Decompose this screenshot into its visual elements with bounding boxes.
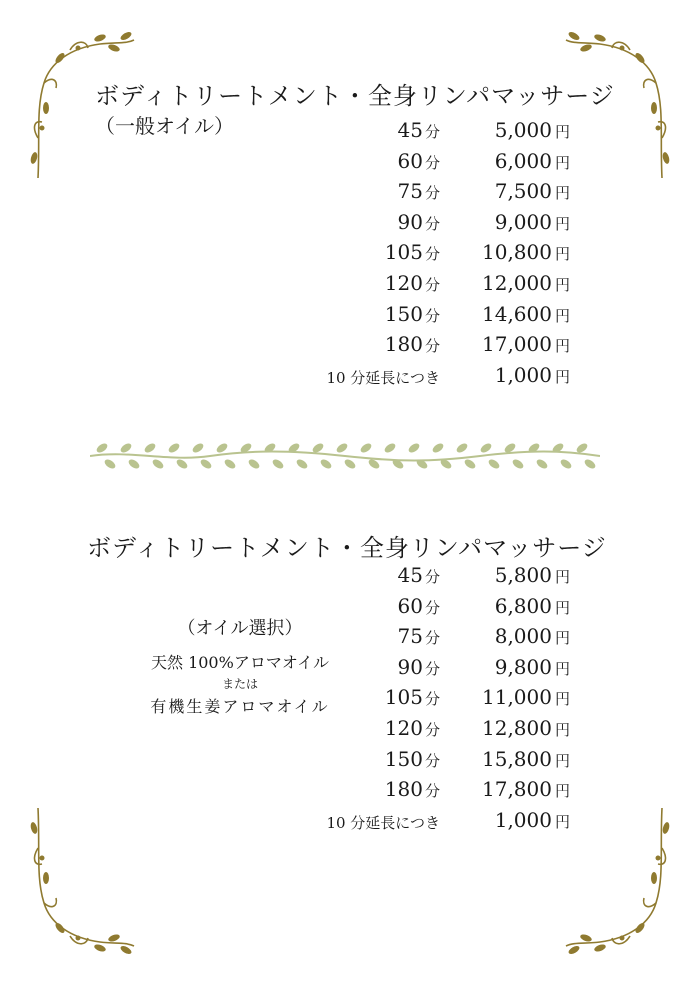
yen-unit: 円 bbox=[554, 337, 570, 356]
price-value: 17,000 bbox=[482, 332, 552, 357]
yen-unit: 円 bbox=[554, 812, 570, 831]
yen-unit: 円 bbox=[554, 751, 570, 770]
yen-unit: 円 bbox=[554, 598, 570, 617]
oil-option-1: 天然 100%アロマオイル bbox=[150, 653, 330, 672]
duration-value: 120 bbox=[384, 715, 423, 740]
price-value: 11,000 bbox=[482, 685, 552, 710]
price-value: 14,600 bbox=[482, 301, 552, 326]
extension-label: 10 分延長につき bbox=[326, 368, 440, 387]
price-value: 6,000 bbox=[494, 148, 552, 173]
minutes-unit: 分 bbox=[424, 184, 440, 203]
price-value: 7,500 bbox=[494, 179, 552, 204]
duration-value: 60 bbox=[397, 593, 423, 618]
extension-row bbox=[300, 363, 570, 394]
price-value: 9,800 bbox=[494, 654, 552, 679]
yen-unit: 円 bbox=[554, 659, 570, 678]
duration-value: 60 bbox=[397, 148, 423, 173]
yen-unit: 円 bbox=[554, 184, 570, 203]
price-row bbox=[300, 655, 570, 686]
yen-unit: 円 bbox=[554, 782, 570, 801]
duration-value: 180 bbox=[384, 777, 423, 802]
minutes-unit: 分 bbox=[424, 337, 440, 356]
price-row bbox=[300, 271, 570, 302]
yen-unit: 円 bbox=[554, 629, 570, 648]
oil-choice-heading: （オイル選択） bbox=[177, 618, 303, 639]
duration-value: 150 bbox=[384, 746, 423, 771]
minutes-unit: 分 bbox=[424, 245, 440, 264]
duration-value: 90 bbox=[397, 209, 423, 234]
corner-ornament-bottom-right bbox=[560, 798, 670, 958]
minutes-unit: 分 bbox=[424, 690, 440, 709]
oil-option-2: 有機生姜アロマオイル bbox=[150, 697, 330, 716]
yen-unit: 円 bbox=[554, 153, 570, 172]
price-row bbox=[300, 624, 570, 655]
vine-divider bbox=[90, 436, 600, 476]
price-value: 15,800 bbox=[482, 746, 552, 771]
minutes-unit: 分 bbox=[424, 275, 440, 294]
yen-unit: 円 bbox=[554, 367, 570, 386]
price-value: 8,000 bbox=[494, 624, 552, 649]
duration-value: 75 bbox=[397, 624, 423, 649]
price-row bbox=[300, 210, 570, 241]
yen-unit: 円 bbox=[554, 275, 570, 294]
minutes-unit: 分 bbox=[424, 123, 440, 141]
minutes-unit: 分 bbox=[424, 214, 440, 233]
price-row bbox=[300, 594, 570, 625]
price-value: 6,800 bbox=[494, 593, 552, 618]
yen-unit: 円 bbox=[554, 306, 570, 325]
price-row bbox=[300, 240, 570, 271]
price-row bbox=[300, 149, 570, 180]
extension-price: 1,000 bbox=[494, 807, 552, 832]
minutes-unit: 分 bbox=[424, 629, 440, 648]
minutes-unit: 分 bbox=[424, 720, 440, 739]
duration-value: 150 bbox=[384, 301, 423, 326]
minutes-unit: 分 bbox=[424, 306, 440, 325]
yen-unit: 円 bbox=[554, 568, 570, 586]
minutes-unit: 分 bbox=[424, 568, 440, 586]
minutes-unit: 分 bbox=[424, 659, 440, 678]
extension-row bbox=[300, 808, 570, 839]
section1-price-table bbox=[300, 118, 570, 393]
price-value: 12,000 bbox=[482, 270, 552, 295]
duration-value: 180 bbox=[384, 332, 423, 357]
section2-price-table bbox=[300, 563, 570, 838]
yen-unit: 円 bbox=[554, 720, 570, 739]
price-row bbox=[300, 716, 570, 747]
price-value: 17,800 bbox=[482, 777, 552, 802]
yen-unit: 円 bbox=[554, 123, 570, 141]
yen-unit: 円 bbox=[554, 245, 570, 264]
section2-title: ボディトリートメント・全身リンパマッサージ bbox=[87, 534, 607, 562]
price-row bbox=[300, 563, 570, 594]
duration-value: 45 bbox=[397, 118, 423, 142]
yen-unit: 円 bbox=[554, 214, 570, 233]
duration-value: 120 bbox=[384, 270, 423, 295]
oil-option-or: または bbox=[221, 677, 258, 691]
price-value: 5,000 bbox=[494, 118, 552, 142]
price-value: 9,000 bbox=[494, 209, 552, 234]
price-row bbox=[300, 332, 570, 363]
extension-label: 10 分延長につき bbox=[326, 813, 440, 832]
yen-unit: 円 bbox=[554, 690, 570, 709]
extension-price: 1,000 bbox=[494, 362, 552, 387]
price-value: 5,800 bbox=[494, 563, 552, 587]
section1-title: ボディトリートメント・全身リンパマッサージ bbox=[95, 82, 615, 110]
price-row bbox=[300, 777, 570, 808]
price-row bbox=[300, 685, 570, 716]
section1-subtitle: （一般オイル） bbox=[95, 114, 234, 138]
price-row bbox=[300, 302, 570, 333]
duration-value: 105 bbox=[384, 240, 423, 265]
duration-value: 75 bbox=[397, 179, 423, 204]
minutes-unit: 分 bbox=[424, 751, 440, 770]
price-row bbox=[300, 747, 570, 778]
price-row bbox=[300, 118, 570, 149]
minutes-unit: 分 bbox=[424, 598, 440, 617]
minutes-unit: 分 bbox=[424, 153, 440, 172]
duration-value: 90 bbox=[397, 654, 423, 679]
duration-value: 105 bbox=[384, 685, 423, 710]
minutes-unit: 分 bbox=[424, 782, 440, 801]
price-value: 10,800 bbox=[482, 240, 552, 265]
corner-ornament-bottom-left bbox=[30, 798, 140, 958]
duration-value: 45 bbox=[397, 563, 423, 587]
price-value: 12,800 bbox=[482, 715, 552, 740]
price-row bbox=[300, 179, 570, 210]
